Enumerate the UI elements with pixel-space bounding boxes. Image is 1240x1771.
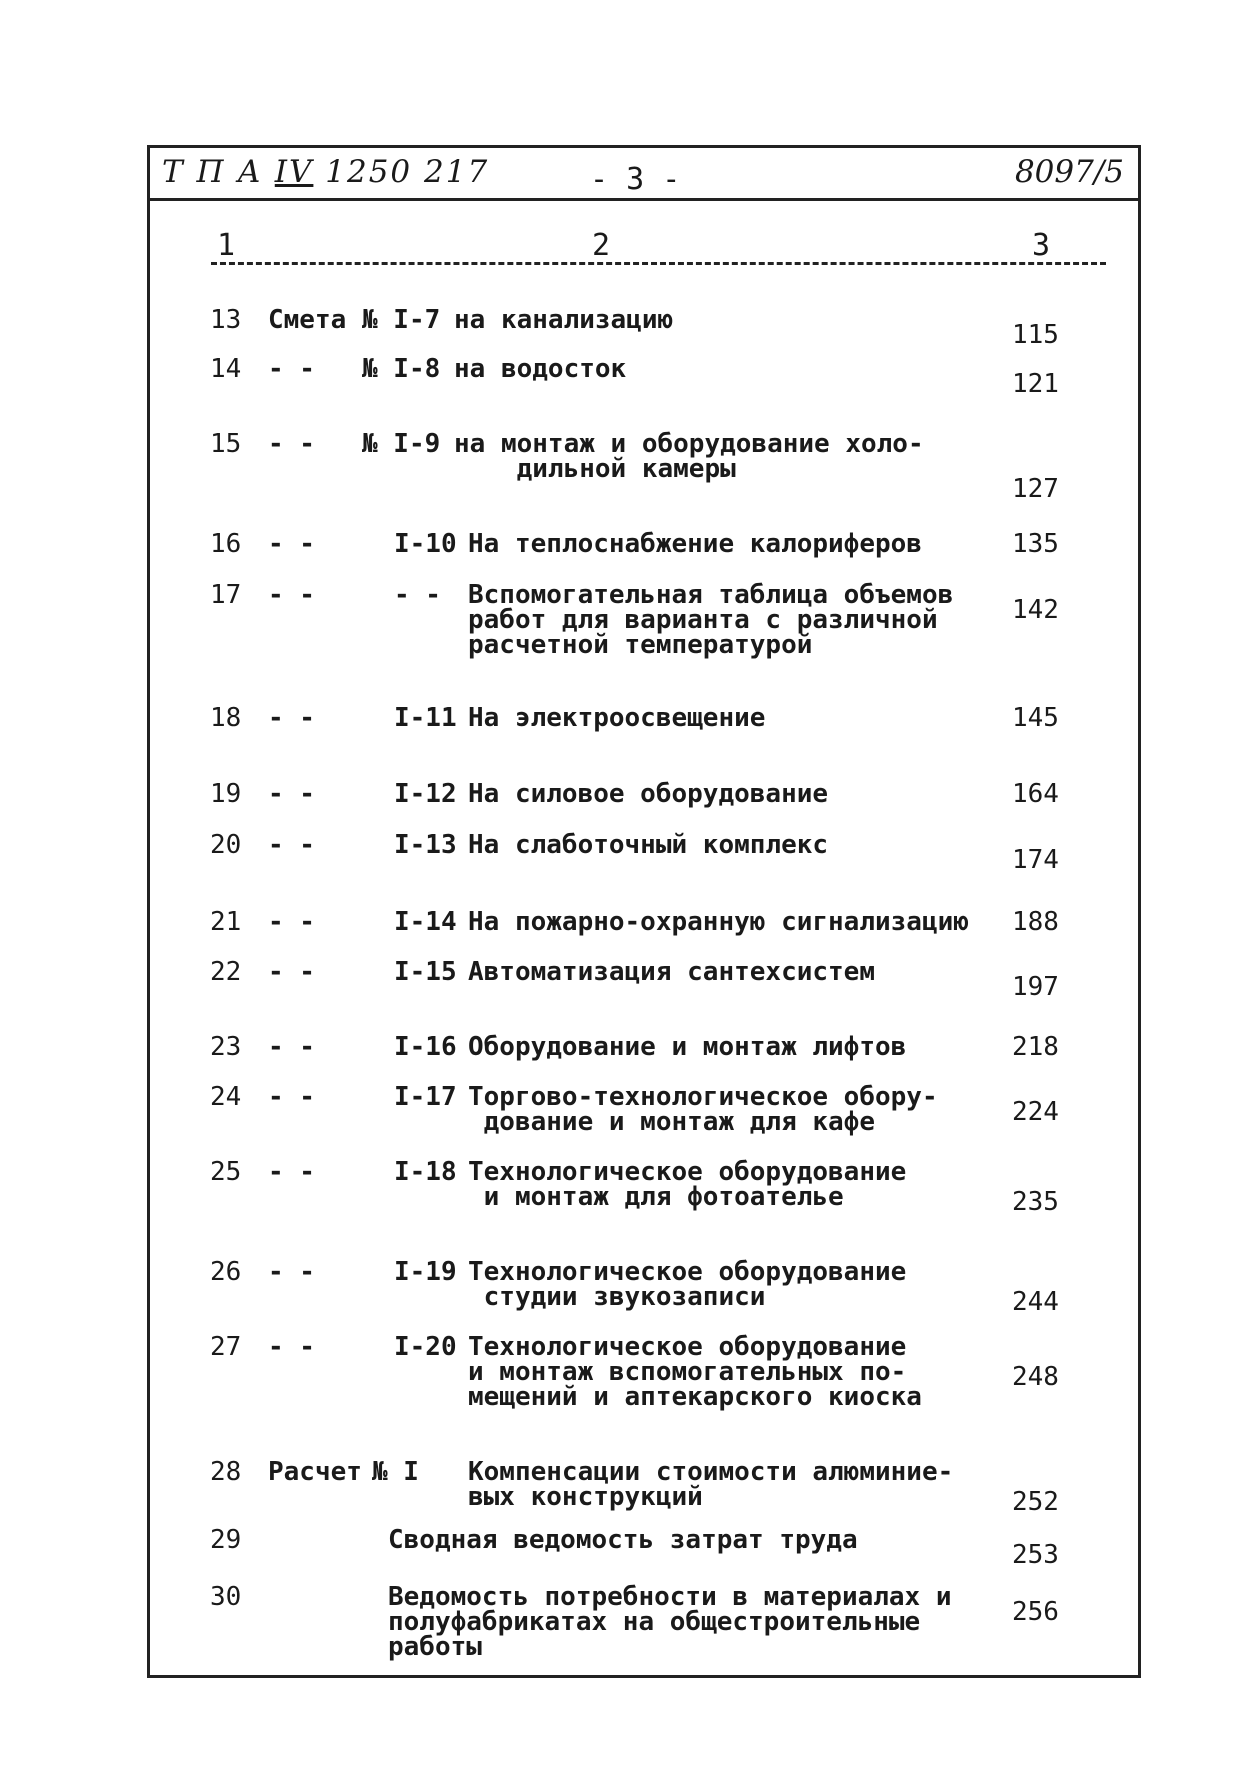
row-type-label: Смета	[268, 305, 347, 335]
row-page-ref: 218	[1012, 1032, 1059, 1062]
row-title: на канализацию	[454, 305, 674, 335]
row-estimate-id: I-16	[394, 1032, 457, 1062]
row-title: Ведомость потребности в материалах и полуфабрикатах на общестроительные работы	[388, 1582, 952, 1662]
row-title: Технологическое оборудование студии звукозаписи	[468, 1257, 907, 1312]
row-estimate-id: I-12	[394, 779, 457, 809]
row-ditto-mark: - -	[268, 957, 315, 987]
row-title: Технологическое оборудование и монтаж вспомогательных по- мещений и аптекарского киоска	[468, 1332, 922, 1412]
title-block	[150, 148, 1138, 201]
row-number: 29	[210, 1525, 242, 1555]
row-page-ref: 164	[1012, 779, 1059, 809]
row-number: 21	[210, 907, 242, 937]
row-title: Сводная ведомость затрат труда	[388, 1525, 858, 1555]
row-title: Технологическое оборудование и монтаж для фотоателье	[468, 1157, 907, 1212]
row-number: 18	[210, 703, 242, 733]
row-page-ref: 135	[1012, 529, 1059, 559]
row-title: на водосток	[454, 354, 627, 384]
row-estimate-id: I-18	[394, 1157, 457, 1187]
row-estimate-id: I-19	[394, 1257, 457, 1287]
row-page-ref: 252	[1012, 1487, 1059, 1517]
row-ditto-mark: - -	[268, 354, 315, 384]
row-number: 28	[210, 1457, 242, 1487]
row-number: 13	[210, 305, 242, 335]
row-estimate-id: № I-9	[362, 429, 441, 459]
row-ditto-mark: - -	[268, 580, 315, 610]
row-ditto-mark: - -	[268, 907, 315, 937]
row-title: Компенсации стоимости алюминие- вых конструкций	[468, 1457, 954, 1512]
code-roman: IV	[274, 154, 314, 190]
row-page-ref: 174	[1012, 845, 1059, 875]
row-page-ref: 256	[1012, 1597, 1059, 1627]
row-title: на монтаж и оборудование холо- дильной камеры	[454, 429, 924, 484]
document-code	[162, 154, 489, 190]
row-number: 14	[210, 354, 242, 384]
row-page-ref: 115	[1012, 320, 1059, 350]
row-title: Торгово-технологическое обору- дование и монтаж для кафе	[468, 1082, 938, 1137]
row-number: 20	[210, 830, 242, 860]
row-page-ref: 197	[1012, 972, 1059, 1002]
row-title: На пожарно-охранную сигнализацию	[468, 907, 969, 937]
row-page-ref: 224	[1012, 1097, 1059, 1127]
row-ditto-mark: - -	[268, 1332, 315, 1362]
row-ditto-mark: - -	[268, 1157, 315, 1187]
row-number: 27	[210, 1332, 242, 1362]
row-estimate-id: № I	[372, 1457, 419, 1487]
row-ditto-mark: - -	[268, 1082, 315, 1112]
row-estimate-id: I-10	[394, 529, 457, 559]
row-estimate-id: - -	[394, 580, 441, 610]
row-estimate-id: № I-7	[362, 305, 441, 335]
row-page-ref: 145	[1012, 703, 1059, 733]
row-ditto-mark: - -	[268, 529, 315, 559]
row-ditto-mark: - -	[268, 779, 315, 809]
row-title: На слаботочный комплекс	[468, 830, 829, 860]
row-page-ref: 235	[1012, 1187, 1059, 1217]
row-title: Автоматизация сантехсистем	[468, 957, 875, 987]
row-ditto-mark: - -	[268, 703, 315, 733]
column-header-rule	[211, 262, 1106, 265]
row-number: 26	[210, 1257, 242, 1287]
row-type-label: Расчет	[268, 1457, 362, 1487]
row-title: Оборудование и монтаж лифтов	[468, 1032, 907, 1062]
row-ditto-mark: - -	[268, 1257, 315, 1287]
row-estimate-id: I-14	[394, 907, 457, 937]
column-header-2: 2	[592, 228, 611, 263]
page-number: - 3 -	[590, 162, 681, 197]
row-number: 19	[210, 779, 242, 809]
row-ditto-mark: - -	[268, 429, 315, 459]
column-header-1: 1	[217, 228, 236, 263]
row-number: 23	[210, 1032, 242, 1062]
column-header-3: 3	[1032, 228, 1051, 263]
row-estimate-id: I-17	[394, 1082, 457, 1112]
row-page-ref: 188	[1012, 907, 1059, 937]
code-prefix: Т П А	[162, 154, 263, 190]
sheet-code: 8097/5	[1014, 154, 1124, 190]
row-number: 30	[210, 1582, 242, 1612]
row-title: На силовое оборудование	[468, 779, 829, 809]
row-estimate-id: № I-8	[362, 354, 441, 384]
row-ditto-mark: - -	[268, 830, 315, 860]
row-estimate-id: I-11	[394, 703, 457, 733]
row-number: 24	[210, 1082, 242, 1112]
row-page-ref: 253	[1012, 1540, 1059, 1570]
row-title: Вспомогательная таблица объемов работ для варианта с различной расчетной температурой	[468, 580, 954, 660]
row-number: 17	[210, 580, 242, 610]
row-page-ref: 142	[1012, 595, 1059, 625]
row-title: На теплоснабжение калориферов	[468, 529, 922, 559]
row-page-ref: 127	[1012, 474, 1059, 504]
row-number: 25	[210, 1157, 242, 1187]
row-number: 16	[210, 529, 242, 559]
row-estimate-id: I-15	[394, 957, 457, 987]
row-title: На электроосвещение	[468, 703, 766, 733]
row-page-ref: 248	[1012, 1362, 1059, 1392]
row-estimate-id: I-20	[394, 1332, 457, 1362]
row-number: 15	[210, 429, 242, 459]
row-ditto-mark: - -	[268, 1032, 315, 1062]
code-number: 1250 217	[325, 154, 490, 190]
row-page-ref: 121	[1012, 369, 1059, 399]
row-number: 22	[210, 957, 242, 987]
row-estimate-id: I-13	[394, 830, 457, 860]
row-page-ref: 244	[1012, 1287, 1059, 1317]
